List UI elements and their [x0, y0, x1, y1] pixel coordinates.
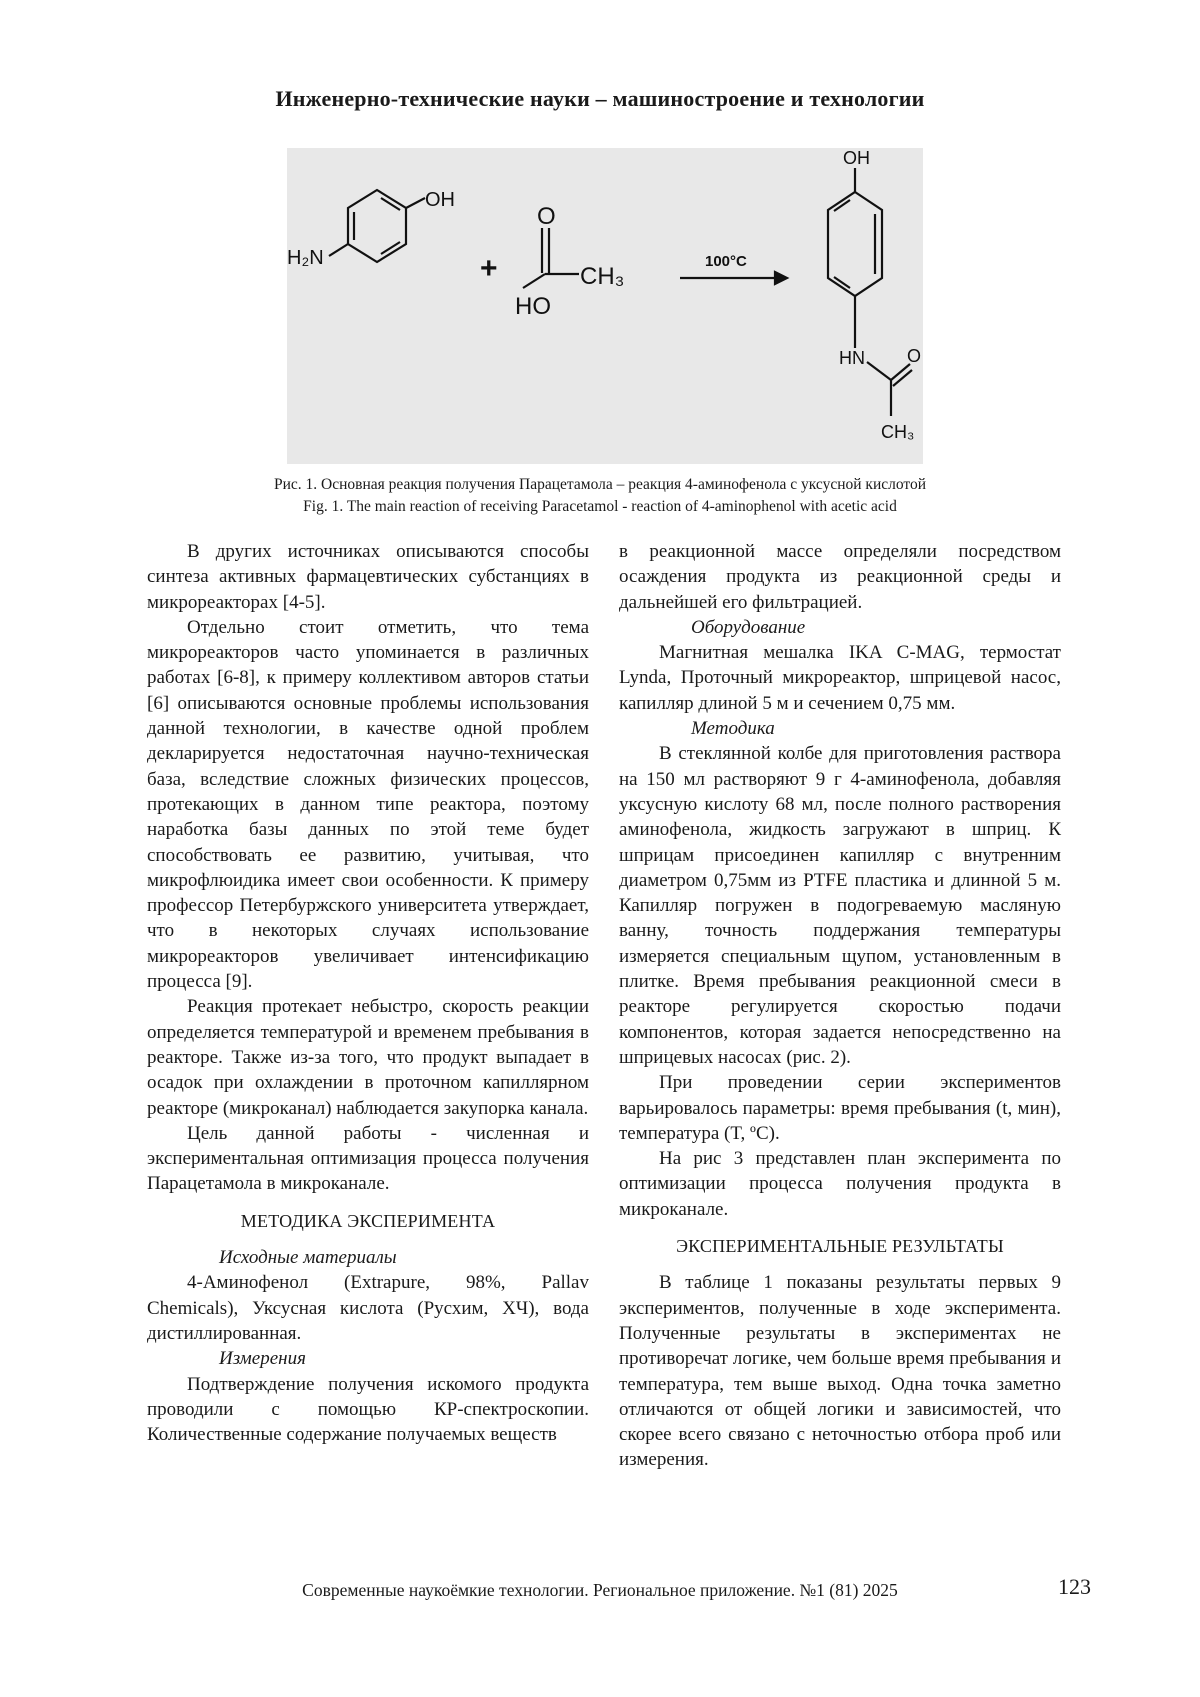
subheading-equipment: Оборудование	[691, 616, 806, 638]
reaction-condition-label: 100°C	[705, 253, 747, 270]
paragraph: Цель данной работы - численная и экспериментальная оптимизация процесса получения Парацетамола в микроканале.	[147, 1122, 589, 1195]
section-heading-results: ЭКСПЕРИМЕНТАЛЬНЫЕ РЕЗУЛЬТАТЫ	[676, 1236, 1004, 1257]
subheading-materials: Исходные материалы	[219, 1247, 397, 1269]
paragraph: в реакционной массе определяли посредством осаждения продукта из реакционной среды и дальнейшей его фильтрацией.	[619, 541, 1061, 613]
plus-sign: +	[480, 252, 498, 285]
reaction-arrow	[680, 272, 787, 284]
paracetamol-o-label: O	[907, 346, 922, 366]
running-header: Инженерно-технические науки – машиностроение и технологии	[275, 86, 925, 111]
paragraph: В таблице 1 показаны результаты первых 9 экспериментов, полученные в ходе эксперимента. Полученные результаты в экспериментах не противоречат логике, чем больше время пребывания и температура, тем выше выход. Одна точка заметно отличаются от общей логики и зависимостей, что скорее всего связано с неточностью отбора проб или измерения.	[619, 1272, 1061, 1471]
page-number: 123	[1058, 1574, 1091, 1599]
aminophenol-structure	[329, 190, 425, 262]
right-column	[619, 539, 1061, 1473]
aminophenol-nh2-bond	[329, 244, 348, 256]
figure-caption-en: Fig. 1. The main reaction of receiving Paracetamol - reaction of 4-aminophenol with acetic acid	[303, 498, 897, 515]
aminophenol-ring	[348, 190, 406, 262]
left-column	[147, 539, 589, 1447]
aminophenol-oh-bond	[406, 198, 425, 208]
reaction-scheme-figure	[287, 148, 923, 464]
subheading-method: Методика	[691, 718, 775, 740]
reaction-scheme-svg	[287, 148, 923, 464]
aminophenol-oh-label: OH	[425, 189, 455, 211]
paracetamol-oh-label: OH	[843, 148, 870, 168]
paragraph: Подтверждение получения искомого продукта проводили с помощью КР-спектроскопии. Количественные содержание получаемых веществ	[147, 1373, 589, 1446]
acid-ch3-label: CH₃	[580, 263, 625, 290]
section-heading-method: МЕТОДИКА ЭКСПЕРИМЕНТА	[240, 1210, 496, 1231]
paragraph: В других источниках описываются способы синтеза активных фармацевтических субстанциях в микрореакторах [4-5].	[147, 541, 589, 613]
subheading-measurements: Измерения	[219, 1348, 306, 1370]
acid-ho-label: HO	[515, 293, 551, 320]
paragraph: В стеклянной колбе для приготовления раствора на 150 мл растворяют 9 г 4-аминофенола, добавляя уксусную кислоту 68 мл, после полного растворения аминофенола, жидкость загружают в шприц. К шприцам присоединен капилляр с внутренним диаметром 0,75мм из PTFE пластика и длинной 5 м. Капилляр погружен в подогреваемую масляную ванну, точность поддержания температуры измеряется специальным щупом, установленным в плитке. Время пребывания реакционной смеси в реакторе регулируется скоростью подачи компонентов, которая задается непосредственно на шприцевых насосах (рис. 2).	[619, 743, 1061, 1068]
acetic-acid-structure	[523, 228, 579, 288]
aminophenol-nh2-label: H₂N	[287, 247, 324, 269]
paragraph: Реакция протекает небыстро, скорость реакции определяется температурой и временем пребывания в реакторе. Также из-за того, что продукт выпадает в осадок при охлаждении в проточном капиллярном реакторе (микроканал) наблюдается закупорка канала.	[147, 996, 589, 1119]
journal-footer: Современные наукоёмкие технологии. Региональное приложение. №1 (81) 2025	[302, 1580, 898, 1600]
paragraph: Магнитная мешалка IKA C-MAG, термостат Lynda, Проточный микрореактор, шприцевой насос, капилляр длиной 5 м и сечением 0,75 мм.	[619, 642, 1061, 714]
paracetamol-structure	[828, 168, 912, 416]
paragraph: Отдельно стоит отметить, что тема микрореакторов часто упоминается в различных работах [6-8], к примеру коллективом авторов статьи [6] описываются основные проблемы использования данной технологии, в качестве одной проблем декларируется недостаточная научно-техническая база, вследствие сложных физических процессов, протекающих в данном типе реактора, поэтому наработка базы данных по этой теме будет способствовать ее развитию, учитывая, что микрофлюидика имеет свои особенности. К примеру профессор Петербуржского университета утверждает, что в некоторых случаях использование микрореакторов увеличивает интенсификацию процесса [9].	[147, 616, 589, 993]
paracetamol-ch3-label: CH₃	[881, 422, 915, 442]
acid-o-label: O	[537, 203, 556, 230]
paracetamol-hn-label: HN	[839, 348, 865, 368]
paragraph: 4-Аминофенол (Extrapure, 98%, Pallav Chemicals), Уксусная кислота (Русхим, ХЧ), вода дистиллированная.	[147, 1272, 589, 1344]
figure-caption-ru: Рис. 1. Основная реакция получения Парацетамола – реакция 4-аминофенола с уксусной кислотой	[273, 476, 927, 493]
paragraph: При проведении серии экспериментов варьировалось параметры: время пребывания (t, мин), температура (T, ºC).	[619, 1072, 1061, 1144]
paragraph: На рис 3 представлен план эксперимента по оптимизации процесса получения продукта в микроканале.	[619, 1148, 1061, 1220]
